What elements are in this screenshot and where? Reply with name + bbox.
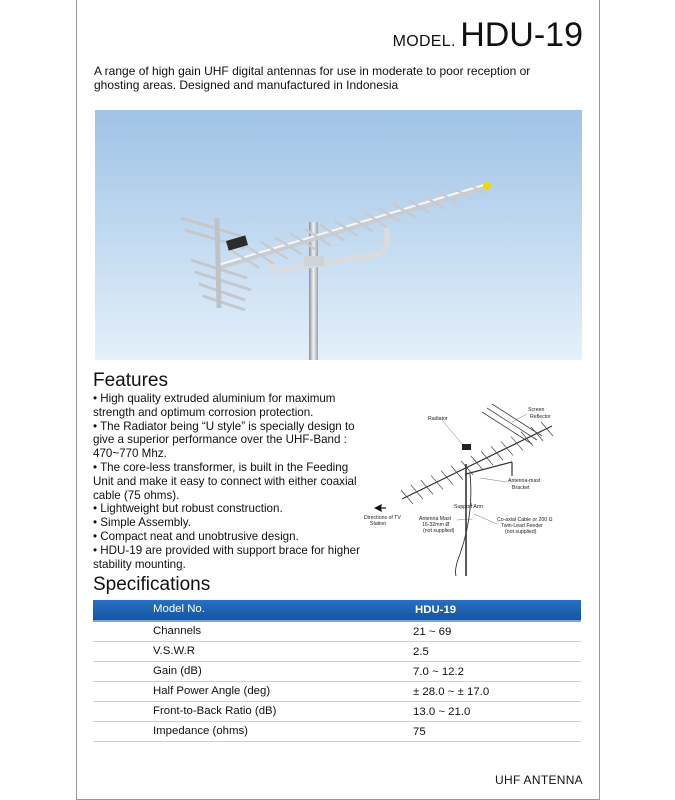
table-row — [93, 682, 581, 702]
table-row — [93, 662, 581, 682]
spec-label: V.S.W.R — [153, 645, 195, 657]
specifications-heading: Specifications — [93, 574, 211, 595]
diagram-label-mast-note: (not supplied) — [423, 528, 455, 534]
table-row — [93, 722, 581, 742]
diagram-label-screen: Screen — [528, 407, 545, 413]
spec-label: Channels — [153, 625, 202, 637]
diagram-label-radiator: Radiator — [428, 416, 448, 422]
diagram-director — [401, 490, 413, 504]
table-header-row — [93, 600, 581, 620]
table-row — [93, 622, 581, 642]
diagram-director — [531, 427, 543, 441]
diagram-label-feeder: Co-axial Cable or 200 Ω — [497, 517, 553, 523]
product-sheet — [76, 0, 600, 800]
feature-item: • The core-less transformer, is built in the Feeding Unit and make it easy to connect with either coaxial cable (75 ohms). — [93, 460, 357, 502]
diagram-label-support-arm: Support Arm — [454, 504, 483, 510]
model-prefix: MODEL. — [392, 33, 456, 50]
spec-value: 21 ~ 69 — [413, 626, 452, 638]
model-name: HDU-19 — [460, 16, 583, 54]
spec-value: 7.0 ~ 12.2 — [413, 666, 464, 678]
spec-label: Half Power Angle (deg) — [153, 685, 271, 697]
diagram-director — [431, 475, 443, 489]
antenna-photo-image — [95, 110, 582, 360]
diagram-director — [441, 471, 453, 485]
diagram-director — [491, 446, 503, 460]
spec-label: Gain (dB) — [153, 665, 202, 677]
spec-value: 75 — [413, 726, 426, 738]
intro-text: A range of high gain UHF digital antennas for use in moderate to poor reception or ghosting areas. Designed and manufactured in Indonesia — [94, 64, 531, 92]
spec-value: ± 28.0 ~ ± 17.0 — [413, 686, 490, 698]
feature-item: • Lightweight but robust construction. — [93, 502, 283, 516]
diagram-director — [471, 456, 483, 470]
feature-item: • High quality extruded aluminium for maximum strength and optimum corrosion protection. — [93, 392, 336, 419]
diagram-label-directions: Directions of TV — [364, 515, 401, 521]
table-row — [93, 642, 581, 662]
diagram-label-feeder-type: Twin-Lead Feeder — [501, 523, 543, 529]
antenna-photo — [95, 110, 582, 360]
diagram-director — [541, 422, 553, 436]
spec-label: Front-to-Back Ratio (dB) — [153, 705, 277, 717]
diagram-label-reflector: Reflector — [530, 414, 551, 420]
feature-item: • HDU-19 are provided with support brace for higher stability mounting. — [93, 543, 360, 571]
diagram-label-station: Station — [370, 521, 387, 527]
feature-item: • The Radiator being “U style” is specially design to give a superior performance over the UHF-Band : 470~770 Mhz. — [93, 419, 355, 461]
table-row — [93, 702, 581, 722]
features-heading: Features — [93, 370, 168, 391]
spec-value: 2.5 — [413, 646, 429, 658]
model-title — [393, 16, 583, 55]
diagram-label-mast: Antenna Mast — [419, 516, 452, 522]
features-list — [93, 392, 365, 571]
diagram-label-mast-size: 16-32mm Ø — [422, 522, 450, 528]
table-header-model: HDU-19 — [415, 604, 457, 616]
footer-label: UHF ANTENNA — [495, 773, 583, 787]
diagram-director — [501, 441, 513, 455]
diagram-director — [411, 485, 423, 499]
table-header-label: Model No. — [153, 603, 205, 615]
feature-item: • Compact neat and unobtrusive design. — [93, 529, 299, 543]
spec-label: Impedance (ohms) — [153, 725, 248, 737]
diagram-director — [511, 437, 523, 451]
diagram-label-mast-bracket: Antenna-mast — [508, 478, 541, 484]
diagram-label-feeder-note: (not supplied) — [505, 529, 537, 535]
feature-item: • Simple Assembly. — [93, 516, 191, 530]
specifications-table — [93, 600, 581, 742]
diagram-director — [451, 466, 463, 480]
diagram-label-bracket: Bracket — [512, 485, 530, 491]
diagram-director — [481, 451, 493, 465]
assembly-diagram — [362, 404, 587, 576]
spec-value: 13.0 ~ 21.0 — [413, 706, 471, 718]
diagram-director — [421, 480, 433, 494]
